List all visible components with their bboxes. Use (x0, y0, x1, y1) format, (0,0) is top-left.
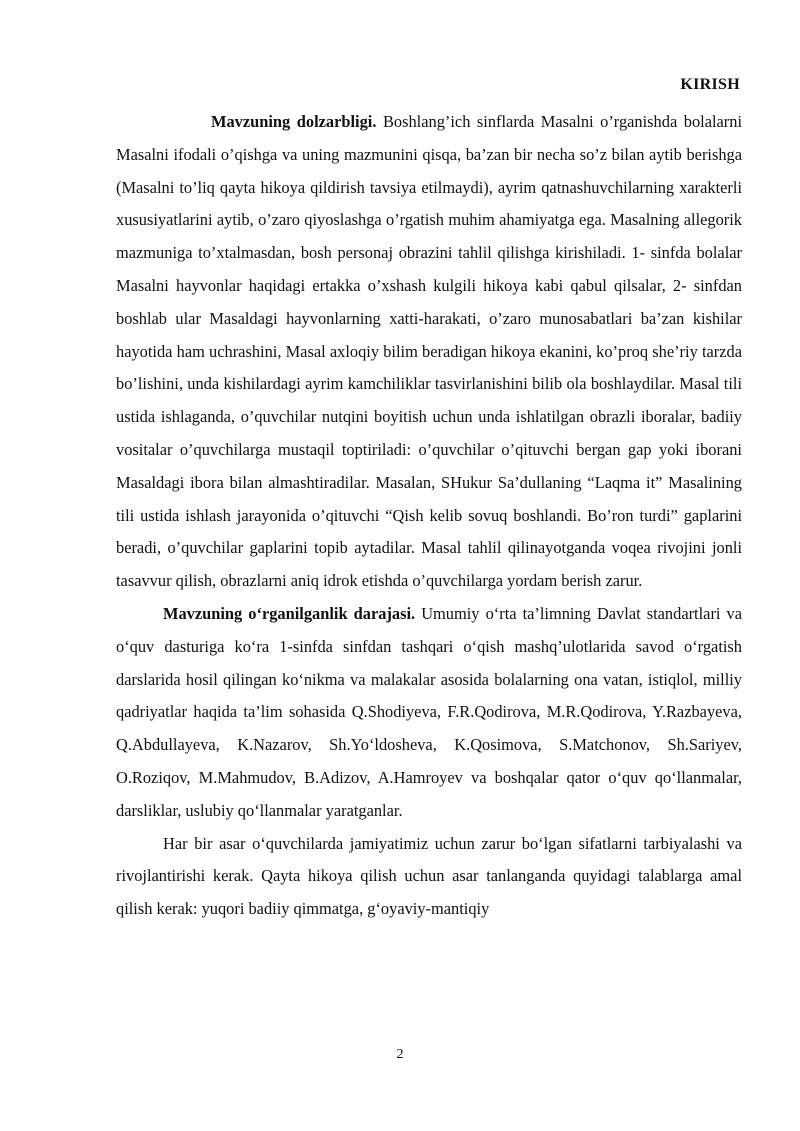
paragraph-text: Boshlang’ich sinflarda Masalni o’rganishda bolalarni Masalni ifodali o’qishga va uning mazmunini qisqa, ba’zan bir necha so’z bilan aytib berishga (Masalni to’liq qayta hikoya qildirish tavsiya etilmaydi), ayrim qatnashuvchilarning xarakterli xususiyatlarini aytib, o’zaro qiyoslashga o’rgatish muhim ahamiyatga ega. Masalning allegorik mazmuniga to’xtalmasdan, bosh personaj obrazini tahlil qilishga kirishiladi. 1- sinfda bolalar Masalni hayvonlar haqidagi ertakka o’xshash kulgili hikoya kabi qabul qilsalar, 2- sinfdan boshlab ular Masaldagi hayvonlarning xatti-harakati, o’zaro munosabatlari ba’zan kishilar hayotida ham uchrashini, Masal axloqiy bilim beradigan hikoya ekanini, ko’proq she’riy tarzda bo’lishini, unda kishilardagi ayrim kamchiliklar tasvirlanishini bilib ola boshlaydilar. Masal tili ustida ishlaganda, o’quvchilar nutqini boyitish uchun unda ishlatilgan obrazli iboralar, badiiy vositalar o’quvchilarga mustaqil toptiriladi: o’quvchilar o’qituvchi bergan gap yoki iborani Masaldagi ibora bilan almashtiradilar. Masalan, SHukur Sa’dullaning “Laqma it” Masalining tili ustida ishlash jarayonida o’qituvchi “Qish kelib sovuq boshlandi. Bo’ron turdi” gaplarini beradi, o’quvchilar gaplarini topib aytadilar. Masal tahlil qilinayotganda voqea rivojini jonli tasavvur qilish, obrazlarni aniq idrok etishda o’quvchilarga yordam berish zarur. (116, 112, 743, 591)
paragraph-lead: Mavzuning dolzarbligi. (211, 112, 377, 131)
paragraph-text: Umumiy o‘rta ta’limning Davlat standartlari va o‘quv dasturiga ko‘ra 1-sinfda sinfdan tashqari o‘qish mashq’ulotlarida savod o‘rgatish darslarida hosil qilingan ko‘nikma va malakalar asosida bolalarning ona vatan, istiqlol, milliy qadriyatlar haqida ta’lim sohasida Q.Shodiyeva, F.R.Qodirova, M.R.Qodirova, Y.Razbayeva, Q.Abdullayeva, K.Nazarov, Sh.Yo‘ldosheva, K.Qosimova, S.Matchonov, Sh.Sariyev, O.Roziqov, M.Mahmudov, B.Adizov, A.Hamroyev va boshqalar qator o‘quv qo‘llanmalar, darsliklar, uslubiy qo‘llanmalar yaratganlar. (116, 603, 742, 820)
paragraph-requirements (116, 828, 742, 926)
paragraph-study-level (116, 598, 742, 828)
paragraph-text: Har bir asar o‘quvchilarda jamiyatimiz uchun zarur bo‘lgan sifatlarni tarbiyalashi va rivojlantirishi kerak. Qayta hikoya qilish uchun asar tanlanganda quyidagi talablarga amal qilish kerak: yuqori badiiy qimmatga, g‘oyaviy-mantiqiy (116, 833, 742, 919)
body-text (116, 106, 742, 926)
paragraph-relevance (116, 106, 742, 598)
paragraph-lead: Mavzuning o‘rganilganlik darajasi. (163, 603, 416, 623)
page-number: 2 (396, 1047, 404, 1062)
section-heading: KIRISH (680, 76, 740, 93)
